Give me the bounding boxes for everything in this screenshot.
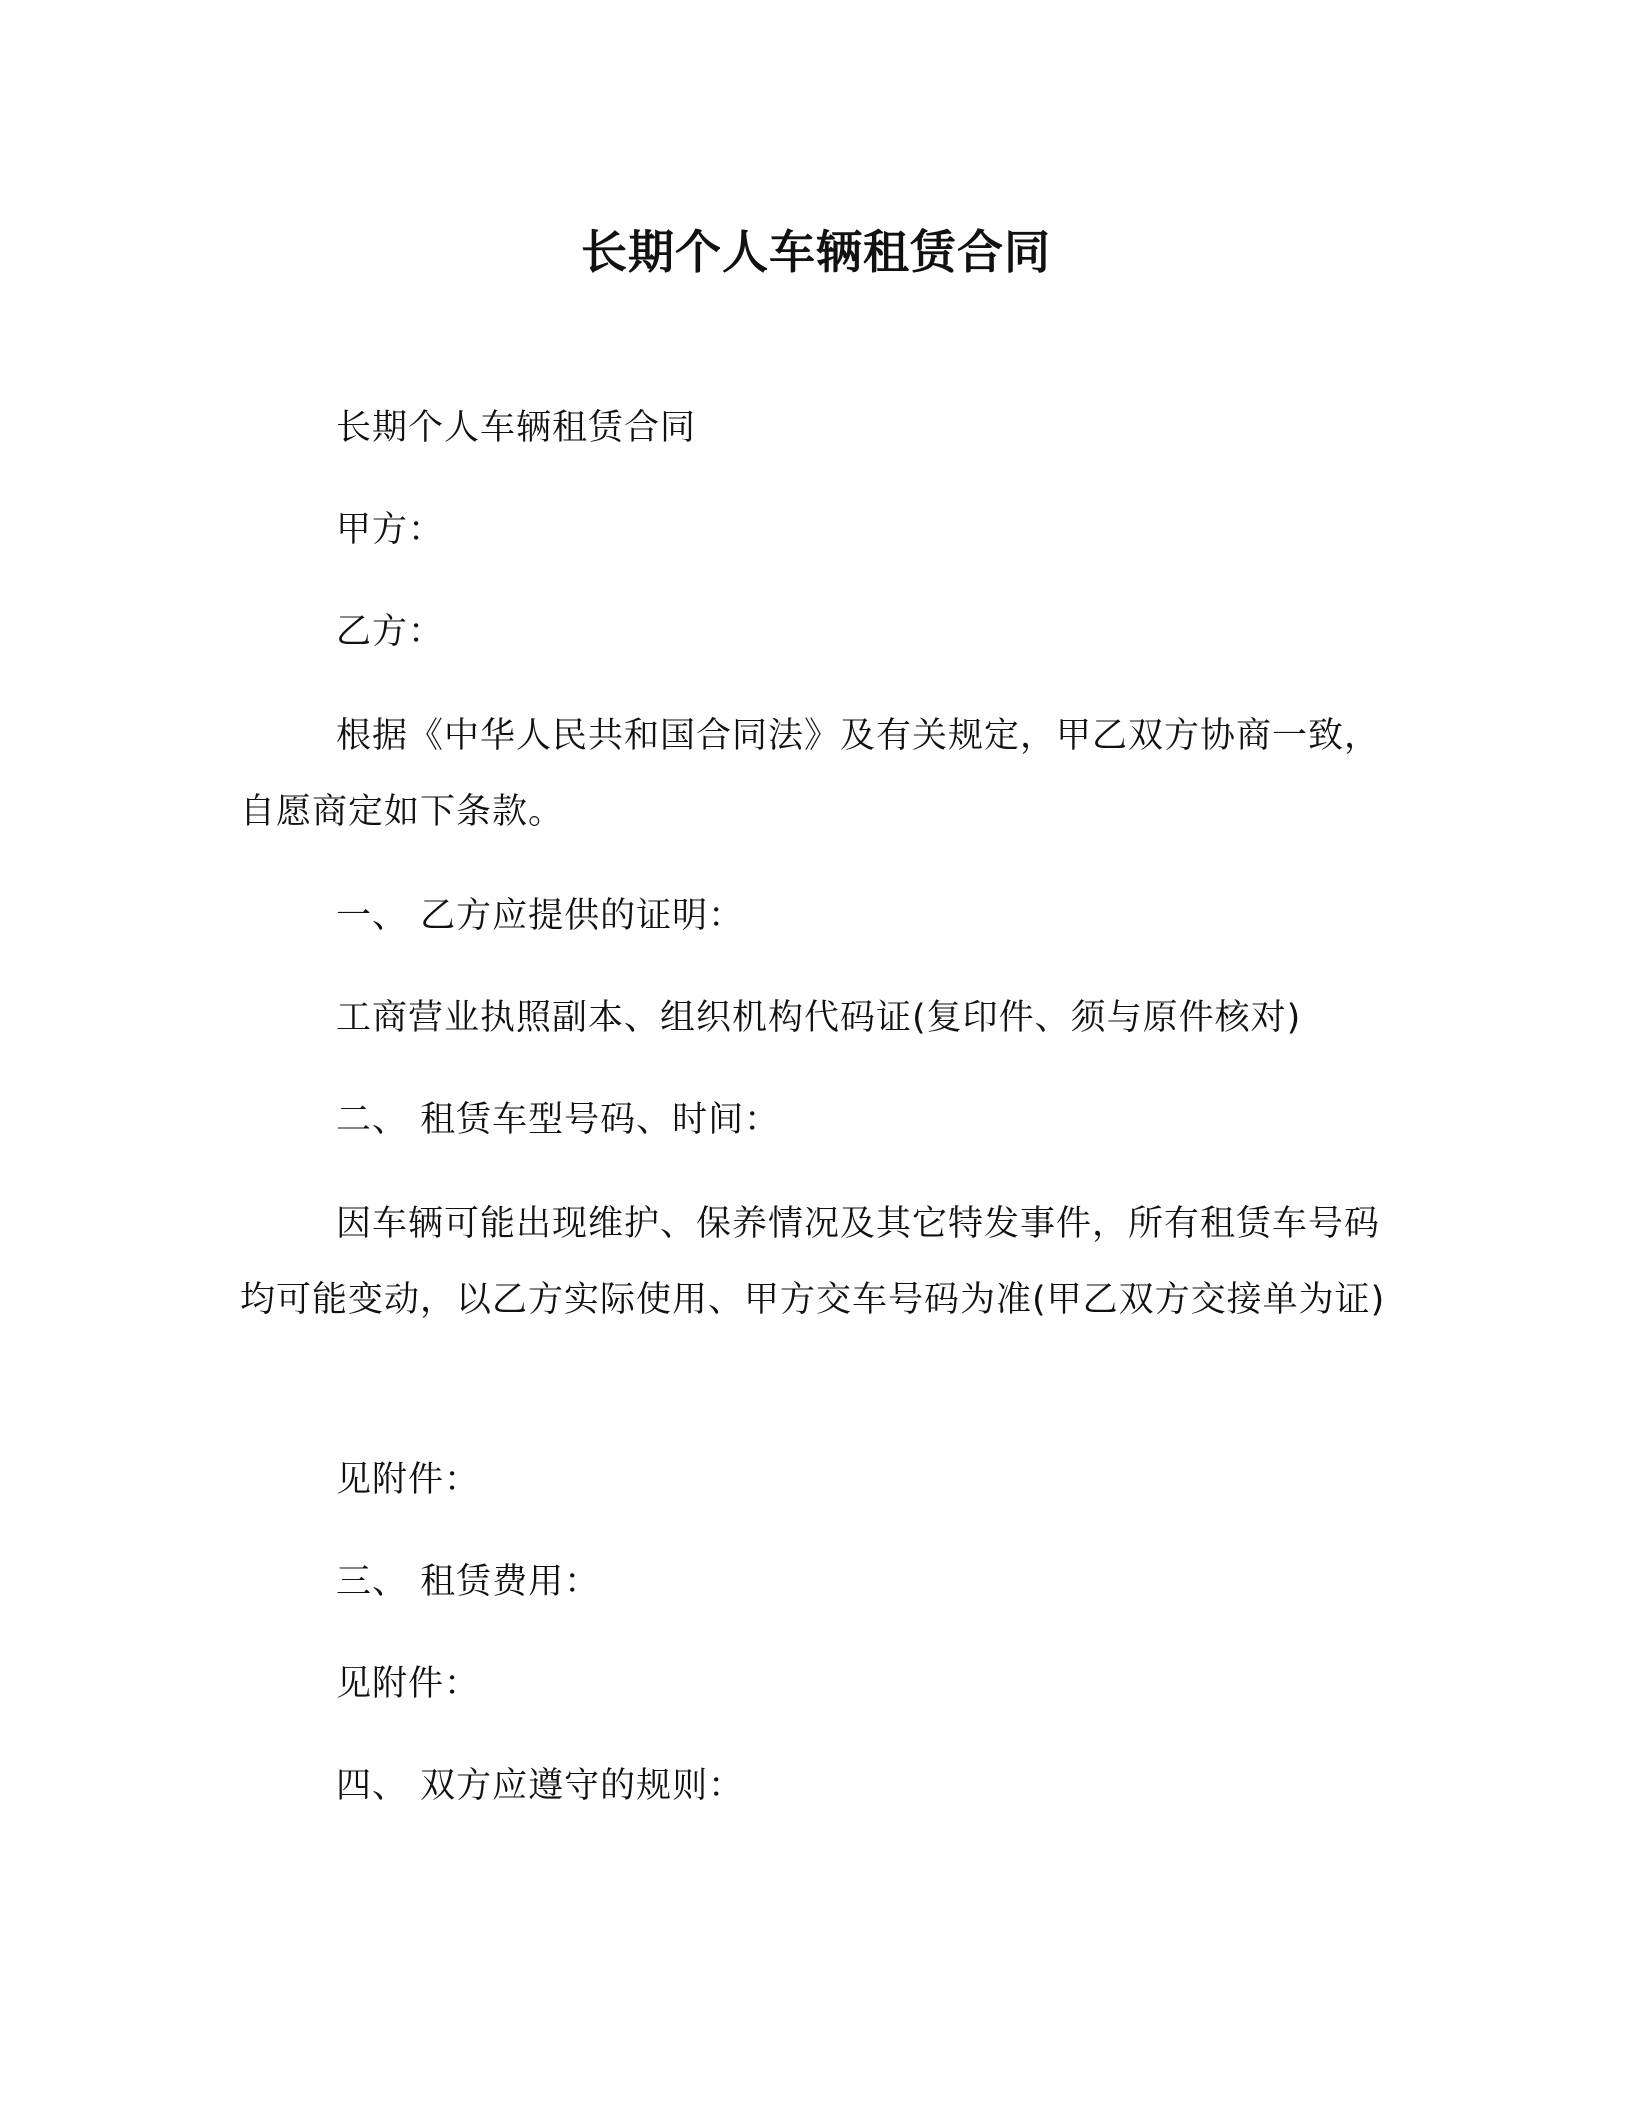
paragraph-section-3-heading: 三、 租赁费用： [336, 1562, 601, 1602]
paragraph-section-1-heading: 一、 乙方应提供的证明： [336, 896, 745, 936]
paragraph-contract-name: 长期个人车辆租赁合同 [336, 408, 697, 448]
paragraph-section-3-attachment: 见附件： [336, 1664, 481, 1704]
paragraph-party-b: 乙方： [336, 612, 445, 652]
paragraph-section-2-heading: 二、 租赁车型号码、时间： [336, 1100, 781, 1140]
paragraph-preamble: 根据《中华人民共和国合同法》及有关规定，甲乙双方协商一致，自愿商定如下条款。 [240, 716, 1381, 832]
paragraph-section-4-heading: 四、 双方应遵守的规则： [336, 1766, 745, 1806]
paragraph-section-1-body: 工商营业执照副本、组织机构代码证(复印件、须与原件核对) [336, 998, 1302, 1038]
paragraph-section-2-body: 因车辆可能出现维护、保养情况及其它特发事件，所有租赁车号码均可能变动，以乙方实际使用、甲方交车号码为准(甲乙双方交接单为证) [240, 1204, 1386, 1320]
paragraph-section-2-attachment: 见附件： [336, 1460, 481, 1500]
paragraph-party-a: 甲方： [336, 510, 445, 550]
document-title: 长期个人车辆租赁合同 [581, 225, 1051, 279]
